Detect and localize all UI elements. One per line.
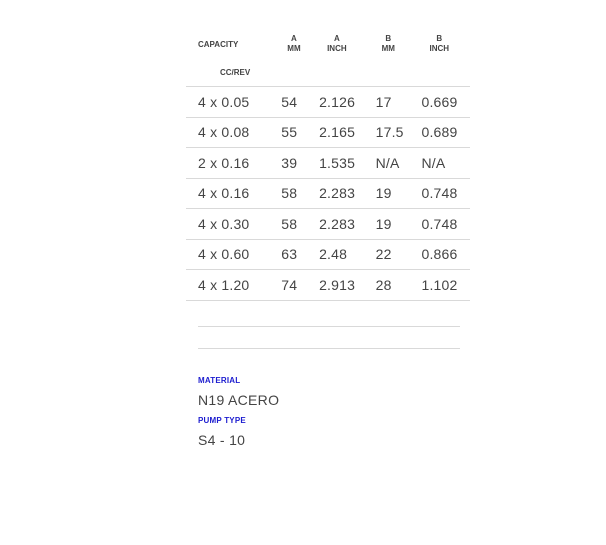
a-mm-header-top: A	[291, 34, 297, 43]
capacity-unit-header	[186, 64, 281, 87]
a-inch-cell: 2.48	[319, 239, 376, 270]
capacity-unit-label: CC/REV	[220, 68, 251, 77]
b-mm-cell: N/A	[376, 148, 422, 179]
a-mm-cell: 63	[281, 239, 319, 270]
pump-type-value: S4 - 10	[198, 432, 246, 448]
b-mm-cell: 17.5	[376, 117, 422, 148]
a-mm-cell: 58	[281, 209, 319, 240]
capacity-cell: 4 x 0.60	[186, 239, 281, 270]
a-mm-header-bottom: MM	[287, 44, 301, 53]
b-inch-cell: 1.102	[421, 270, 470, 301]
pump-type-label: PUMP TYPE	[198, 416, 246, 425]
table-subheader-row	[186, 64, 470, 87]
a-inch-cell: 1.535	[319, 148, 376, 179]
table-row	[186, 239, 470, 270]
a-mm-cell: 74	[281, 270, 319, 301]
specifications-table	[186, 30, 470, 301]
a-inch-cell: 2.913	[319, 270, 376, 301]
b-inch-cell: 0.689	[421, 117, 470, 148]
b-inch-header	[421, 30, 470, 64]
b-inch-header-top: B	[436, 34, 443, 43]
capacity-header-label: CAPACITY	[198, 40, 239, 49]
divider	[198, 348, 460, 349]
table-row	[186, 87, 470, 118]
b-mm-cell: 22	[376, 239, 422, 270]
a-inch-header	[319, 30, 376, 64]
a-mm-cell: 55	[281, 117, 319, 148]
a-inch-header-top: A	[333, 34, 340, 43]
table-row	[186, 117, 470, 148]
a-mm-cell: 54	[281, 87, 319, 118]
a-inch-header-bottom: INCH	[327, 44, 347, 53]
capacity-cell: 4 x 0.30	[186, 209, 281, 240]
a-mm-header	[281, 30, 319, 64]
a-inch-cell: 2.165	[319, 117, 376, 148]
table-row	[186, 209, 470, 240]
a-inch-cell: 2.126	[319, 87, 376, 118]
b-mm-header-top: B	[385, 34, 392, 43]
b-mm-cell: 17	[376, 87, 422, 118]
material-label: MATERIAL	[198, 376, 241, 385]
a-inch-cell: 2.283	[319, 178, 376, 209]
capacity-cell: 4 x 0.16	[186, 178, 281, 209]
a-mm-cell: 58	[281, 178, 319, 209]
table-row	[186, 178, 470, 209]
b-inch-cell: 0.669	[421, 87, 470, 118]
capacity-cell: 4 x 1.20	[186, 270, 281, 301]
divider	[198, 326, 460, 327]
b-mm-cell: 28	[376, 270, 422, 301]
capacity-cell: 4 x 0.05	[186, 87, 281, 118]
a-mm-cell: 39	[281, 148, 319, 179]
capacity-cell: 4 x 0.08	[186, 117, 281, 148]
a-inch-cell: 2.283	[319, 209, 376, 240]
b-mm-cell: 19	[376, 209, 422, 240]
b-mm-cell: 19	[376, 178, 422, 209]
capacity-cell: 2 x 0.16	[186, 148, 281, 179]
b-inch-cell: N/A	[421, 148, 470, 179]
table-row	[186, 270, 470, 301]
b-inch-header-bottom: INCH	[429, 44, 450, 53]
b-inch-cell: 0.748	[421, 209, 470, 240]
material-value: N19 ACERO	[198, 392, 280, 408]
table-header-row	[186, 30, 470, 64]
b-mm-header	[376, 30, 422, 64]
b-mm-header-bottom: MM	[381, 44, 395, 53]
b-inch-cell: 0.748	[421, 178, 470, 209]
capacity-header	[186, 30, 281, 64]
b-inch-cell: 0.866	[421, 239, 470, 270]
table-row	[186, 148, 470, 179]
